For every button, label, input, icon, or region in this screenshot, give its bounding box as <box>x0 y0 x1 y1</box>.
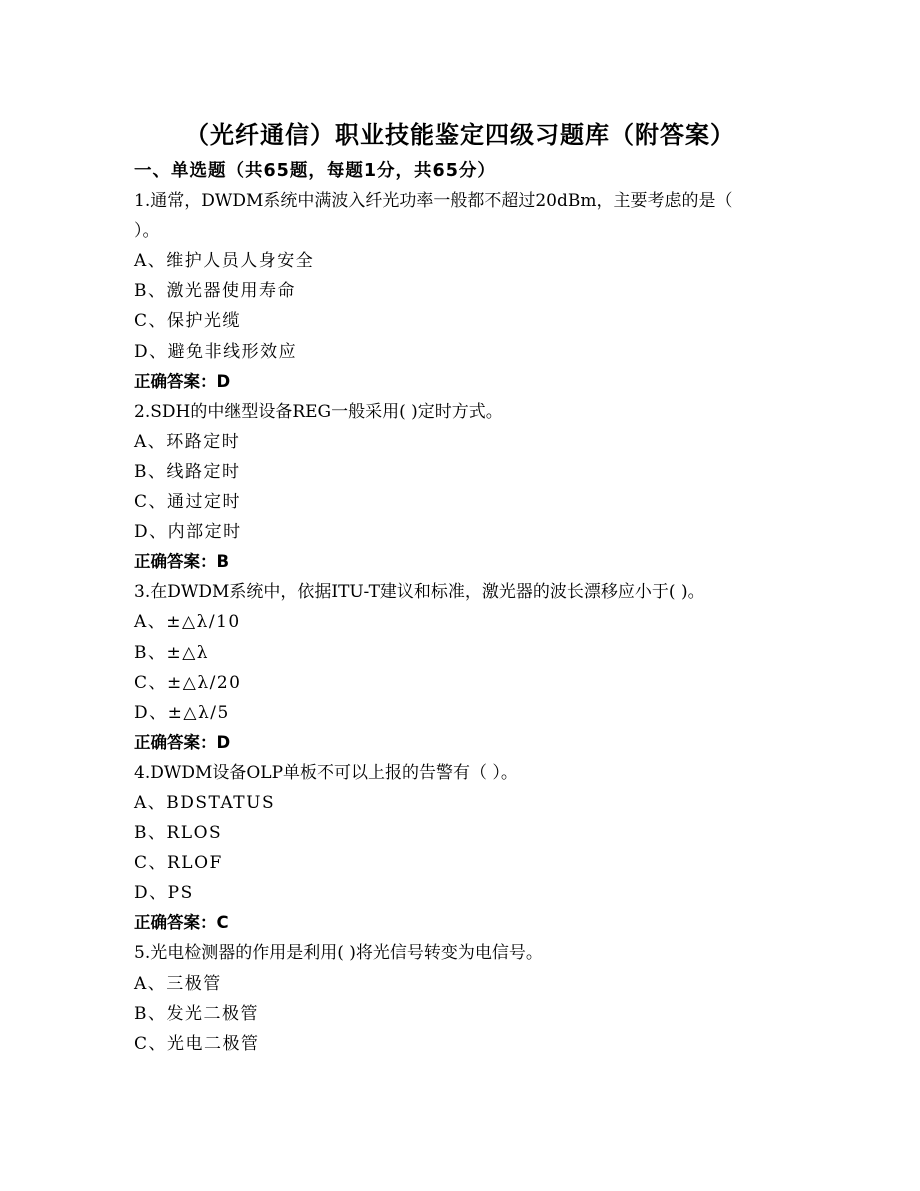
question-stem: 3.在DWDM系统中，依据ITU-T建议和标准，激光器的波长漂移应小于( )。 <box>134 582 705 603</box>
answer-label: 正确答案：C <box>134 913 229 933</box>
question-option: A、环路定时 <box>134 431 241 452</box>
answer-label: 正确答案：D <box>134 732 231 752</box>
question-option: B、激光器使用寿命 <box>134 281 296 302</box>
question-option: C、±△λ/20 <box>134 672 242 693</box>
question-option: D、PS <box>134 883 194 904</box>
answer-label: 正确答案：B <box>134 552 230 572</box>
question-option: B、发光二极管 <box>134 1003 259 1024</box>
question-block <box>134 397 794 578</box>
question-stem: 4.DWDM设备OLP单板不可以上报的告警有（ ）。 <box>134 762 518 783</box>
question-option: D、±△λ/5 <box>134 702 230 723</box>
question-option: B、线路定时 <box>134 461 241 482</box>
question-option: D、避免非线形效应 <box>134 341 298 362</box>
answer-label: 正确答案：D <box>134 371 231 391</box>
question-option: C、通过定时 <box>134 492 242 513</box>
document-body <box>134 156 794 1059</box>
question-stem-line-2: ）。 <box>134 221 160 242</box>
question-option: D、内部定时 <box>134 522 242 543</box>
question-block <box>134 938 794 1058</box>
question-option: A、维护人员人身安全 <box>134 251 315 272</box>
question-stem-line-1: 1.通常，DWDM系统中满波入纤光功率一般都不超过20dBm，主要考虑的是（ <box>134 191 733 212</box>
question-option: C、保护光缆 <box>134 311 242 332</box>
question-stem: 2.SDH的中继型设备REG一般采用( )定时方式。 <box>134 401 503 422</box>
question-option: C、光电二极管 <box>134 1033 260 1054</box>
document-title: （光纤通信）职业技能鉴定四级习题库（附答案） <box>185 121 735 149</box>
question-stem: 5.光电检测器的作用是利用( )将光信号转变为电信号。 <box>134 943 543 964</box>
question-stem <box>134 186 794 246</box>
question-option: C、RLOF <box>134 853 223 874</box>
question-block <box>134 577 794 758</box>
section-heading: 一、单选题（共65题，每题1分，共65分） <box>134 161 496 181</box>
question-option: B、RLOS <box>134 823 223 844</box>
question-block <box>134 186 794 397</box>
question-block <box>134 758 794 939</box>
question-option: A、三极管 <box>134 973 222 994</box>
question-option: A、BDSTATUS <box>134 792 276 813</box>
question-option: B、±△λ <box>134 642 210 663</box>
question-option: A、±△λ/10 <box>134 612 241 633</box>
